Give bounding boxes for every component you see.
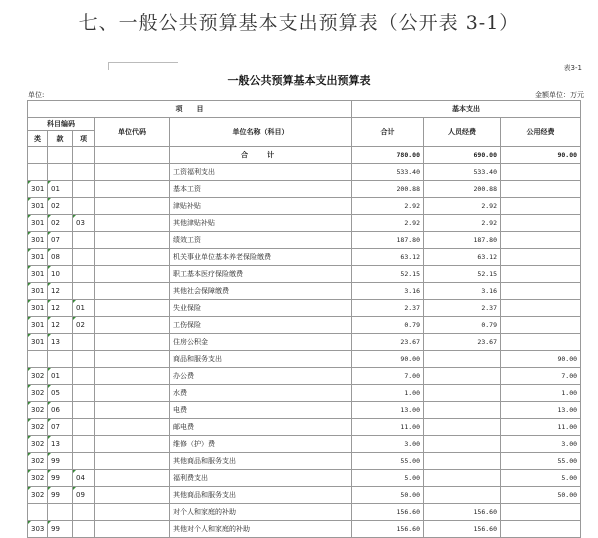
cell-public: 1.00: [501, 385, 581, 402]
cell-public: 55.00: [501, 453, 581, 470]
cell-lei: [28, 504, 48, 521]
cell-kuan: 99: [48, 521, 73, 538]
cell-personnel: 2.92: [424, 215, 501, 232]
cell-xiang: 02: [73, 317, 95, 334]
cell-xiang: [73, 436, 95, 453]
cell-unit-name: 商品和服务支出: [170, 351, 352, 368]
cell-unit-code: [95, 419, 170, 436]
cell-lei: 301: [28, 215, 48, 232]
table-row: [28, 419, 581, 436]
cell-unit-code: [95, 249, 170, 266]
cell-lei: 301: [28, 283, 48, 300]
cell-total: 3.00: [352, 436, 424, 453]
cell-kuan: 02: [48, 198, 73, 215]
cell-unit-name: 住房公积金: [170, 334, 352, 351]
cell-total: 3.16: [352, 283, 424, 300]
cell-total: 156.60: [352, 521, 424, 538]
cell-total: 7.00: [352, 368, 424, 385]
cell-kuan: 08: [48, 249, 73, 266]
cell-public: [501, 266, 581, 283]
cell-kuan: 12: [48, 317, 73, 334]
cell-lei: 302: [28, 402, 48, 419]
cell-personnel: 156.60: [424, 521, 501, 538]
cell-total: 187.80: [352, 232, 424, 249]
cell-unit-name: 其他对个人和家庭的补助: [170, 521, 352, 538]
table-body: [28, 147, 581, 538]
cell-unit-name: 其他商品和服务支出: [170, 453, 352, 470]
cell-unit-name: 其他津贴补贴: [170, 215, 352, 232]
cell-kuan: 02: [48, 215, 73, 232]
cell-personnel: 533.40: [424, 164, 501, 181]
cell-lei: [28, 164, 48, 181]
table-row: [28, 402, 581, 419]
cell-unit-code: [95, 351, 170, 368]
cell-xiang: 03: [73, 215, 95, 232]
cell-unit-name: 办公费: [170, 368, 352, 385]
cell-total: 5.00: [352, 470, 424, 487]
cell-personnel: 23.67: [424, 334, 501, 351]
cell-public: 13.00: [501, 402, 581, 419]
table-row: [28, 164, 581, 181]
cell-unit-name: 津贴补贴: [170, 198, 352, 215]
table-row: [28, 368, 581, 385]
cell-xiang: [73, 334, 95, 351]
cell-kuan: 10: [48, 266, 73, 283]
cell-unit-code: [95, 300, 170, 317]
cell-lei: 302: [28, 419, 48, 436]
cell-lei: 301: [28, 317, 48, 334]
cell-public: [501, 283, 581, 300]
table-row: [28, 436, 581, 453]
cell-personnel: [424, 436, 501, 453]
table-row: [28, 300, 581, 317]
cell-unit-code: [95, 504, 170, 521]
divider: [108, 62, 178, 63]
cell-unit-name: 对个人和家庭的补助: [170, 504, 352, 521]
amount-unit-label: 金额单位：万元: [535, 91, 584, 99]
cell-public: 3.00: [501, 436, 581, 453]
cell-unit-code: [95, 164, 170, 181]
divider-tick: [108, 62, 109, 70]
table-row: [28, 351, 581, 368]
cell-kuan: 13: [48, 334, 73, 351]
table-row: [28, 266, 581, 283]
cell-personnel: [424, 368, 501, 385]
cell-personnel: [424, 470, 501, 487]
cell-unit-name: 机关事业单位基本养老保险缴费: [170, 249, 352, 266]
cell-public: 5.00: [501, 470, 581, 487]
cell-xiang: [73, 402, 95, 419]
cell-unit-name: 邮电费: [170, 419, 352, 436]
cell-personnel: [424, 351, 501, 368]
cell-public: [501, 334, 581, 351]
header-personnel: 人员经费: [424, 118, 501, 147]
cell-xiang: [73, 164, 95, 181]
table-row: [28, 232, 581, 249]
cell-lei: 301: [28, 266, 48, 283]
cell-unit-code: [95, 181, 170, 198]
cell-kuan: 05: [48, 385, 73, 402]
cell-public: [501, 249, 581, 266]
cell-unit-code: [95, 317, 170, 334]
cell-total: 55.00: [352, 453, 424, 470]
cell-total: 50.00: [352, 487, 424, 504]
cell-total: 2.37: [352, 300, 424, 317]
section-heading: 七、一般公共预算基本支出预算表（公开表 3-1）: [78, 12, 520, 34]
cell-kuan: 12: [48, 283, 73, 300]
cell-xiang: [73, 419, 95, 436]
header-xiang: 项: [73, 131, 95, 147]
cell-unit-code: [95, 402, 170, 419]
cell-xiang: [73, 504, 95, 521]
cell-public: [501, 504, 581, 521]
header-item: 项 目: [28, 101, 352, 118]
cell-unit-code: [95, 470, 170, 487]
cell-unit-name: 工伤保险: [170, 317, 352, 334]
cell-lei: 303: [28, 521, 48, 538]
cell-total: 52.15: [352, 266, 424, 283]
cell-kuan: 07: [48, 419, 73, 436]
cell-public: 7.00: [501, 368, 581, 385]
cell-xiang: [73, 232, 95, 249]
cell-total: 156.60: [352, 504, 424, 521]
cell-lei: [28, 147, 48, 164]
table-row: [28, 181, 581, 198]
cell-unit-code: [95, 232, 170, 249]
cell-total: 200.88: [352, 181, 424, 198]
cell-unit-code: [95, 436, 170, 453]
cell-kuan: 01: [48, 368, 73, 385]
table-row: [28, 283, 581, 300]
cell-kuan: 99: [48, 487, 73, 504]
cell-unit-name: 维修（护）费: [170, 436, 352, 453]
cell-personnel: 2.92: [424, 198, 501, 215]
cell-unit-name: 失业保险: [170, 300, 352, 317]
cell-unit-code: [95, 215, 170, 232]
header-subject-code: 科目编码: [28, 118, 95, 131]
table-row: [28, 249, 581, 266]
cell-public: [501, 317, 581, 334]
cell-kuan: 07: [48, 232, 73, 249]
header-public: 公用经费: [501, 118, 581, 147]
cell-unit-name: 合 计: [170, 147, 352, 164]
cell-xiang: [73, 351, 95, 368]
cell-unit-name: 电费: [170, 402, 352, 419]
total-row: [28, 147, 581, 164]
cell-total: 0.79: [352, 317, 424, 334]
cell-personnel: 63.12: [424, 249, 501, 266]
cell-unit-name: 福利费支出: [170, 470, 352, 487]
header-unit-code: 单位代码: [95, 118, 170, 147]
cell-lei: 301: [28, 198, 48, 215]
cell-xiang: [73, 266, 95, 283]
cell-public: 90.00: [501, 147, 581, 164]
cell-lei: 302: [28, 453, 48, 470]
cell-unit-code: [95, 453, 170, 470]
cell-xiang: 01: [73, 300, 95, 317]
header-total: 合计: [352, 118, 424, 147]
sheet-number: 表3-1: [563, 64, 582, 72]
cell-total: 2.92: [352, 215, 424, 232]
cell-kuan: 01: [48, 181, 73, 198]
cell-lei: 301: [28, 232, 48, 249]
cell-unit-name: 工资福利支出: [170, 164, 352, 181]
cell-xiang: [73, 198, 95, 215]
cell-unit-code: [95, 368, 170, 385]
table-row: [28, 487, 581, 504]
cell-lei: 301: [28, 249, 48, 266]
cell-lei: 302: [28, 368, 48, 385]
cell-unit-name: 水费: [170, 385, 352, 402]
cell-xiang: [73, 453, 95, 470]
cell-kuan: 99: [48, 470, 73, 487]
cell-public: [501, 164, 581, 181]
cell-xiang: [73, 385, 95, 402]
header-kuan: 款: [48, 131, 73, 147]
table-row: [28, 317, 581, 334]
cell-total: 780.00: [352, 147, 424, 164]
cell-total: 11.00: [352, 419, 424, 436]
cell-public: 50.00: [501, 487, 581, 504]
cell-unit-name: 基本工资: [170, 181, 352, 198]
cell-xiang: [73, 181, 95, 198]
cell-personnel: 52.15: [424, 266, 501, 283]
cell-xiang: [73, 368, 95, 385]
table-row: [28, 215, 581, 232]
header-lei: 类: [28, 131, 48, 147]
cell-public: [501, 181, 581, 198]
cell-unit-code: [95, 147, 170, 164]
table-row: [28, 453, 581, 470]
cell-lei: 302: [28, 436, 48, 453]
cell-kuan: 12: [48, 300, 73, 317]
cell-public: [501, 300, 581, 317]
cell-kuan: [48, 147, 73, 164]
cell-public: 90.00: [501, 351, 581, 368]
cell-personnel: 0.79: [424, 317, 501, 334]
cell-total: 533.40: [352, 164, 424, 181]
cell-unit-code: [95, 198, 170, 215]
cell-public: [501, 215, 581, 232]
table-row: [28, 198, 581, 215]
cell-personnel: [424, 419, 501, 436]
cell-unit-name: 绩效工资: [170, 232, 352, 249]
cell-unit-name: 职工基本医疗保险缴费: [170, 266, 352, 283]
cell-personnel: 690.00: [424, 147, 501, 164]
cell-unit-code: [95, 487, 170, 504]
unit-label: 单位:: [28, 91, 45, 99]
cell-total: 13.00: [352, 402, 424, 419]
cell-personnel: [424, 453, 501, 470]
cell-personnel: [424, 487, 501, 504]
cell-personnel: [424, 385, 501, 402]
cell-unit-code: [95, 266, 170, 283]
cell-lei: 302: [28, 470, 48, 487]
cell-total: 23.67: [352, 334, 424, 351]
cell-kuan: [48, 164, 73, 181]
cell-personnel: [424, 402, 501, 419]
cell-xiang: 04: [73, 470, 95, 487]
table-title: 一般公共预算基本支出预算表: [227, 74, 371, 87]
header-basic-expenditure: 基本支出: [352, 101, 581, 118]
cell-xiang: [73, 283, 95, 300]
table-row: [28, 470, 581, 487]
cell-xiang: [73, 249, 95, 266]
cell-kuan: 06: [48, 402, 73, 419]
cell-personnel: 3.16: [424, 283, 501, 300]
cell-lei: 302: [28, 385, 48, 402]
cell-unit-name: 其他社会保障缴费: [170, 283, 352, 300]
cell-public: [501, 198, 581, 215]
table-row: [28, 504, 581, 521]
cell-kuan: 99: [48, 453, 73, 470]
cell-lei: 301: [28, 300, 48, 317]
cell-unit-code: [95, 334, 170, 351]
cell-lei: 301: [28, 334, 48, 351]
header-unit-name: 单位名称（科目）: [170, 118, 352, 147]
cell-kuan: 13: [48, 436, 73, 453]
cell-total: 2.92: [352, 198, 424, 215]
cell-unit-name: 其他商品和服务支出: [170, 487, 352, 504]
cell-kuan: [48, 351, 73, 368]
cell-personnel: 200.88: [424, 181, 501, 198]
cell-total: 90.00: [352, 351, 424, 368]
cell-personnel: 2.37: [424, 300, 501, 317]
cell-lei: 301: [28, 181, 48, 198]
cell-personnel: 156.60: [424, 504, 501, 521]
cell-unit-code: [95, 385, 170, 402]
cell-xiang: 09: [73, 487, 95, 504]
cell-total: 1.00: [352, 385, 424, 402]
budget-table: [27, 100, 581, 538]
cell-lei: [28, 351, 48, 368]
cell-personnel: 187.80: [424, 232, 501, 249]
cell-public: [501, 232, 581, 249]
cell-public: 11.00: [501, 419, 581, 436]
cell-unit-code: [95, 283, 170, 300]
cell-kuan: [48, 504, 73, 521]
cell-total: 63.12: [352, 249, 424, 266]
cell-xiang: [73, 147, 95, 164]
table-row: [28, 334, 581, 351]
cell-lei: 302: [28, 487, 48, 504]
table-row: [28, 385, 581, 402]
